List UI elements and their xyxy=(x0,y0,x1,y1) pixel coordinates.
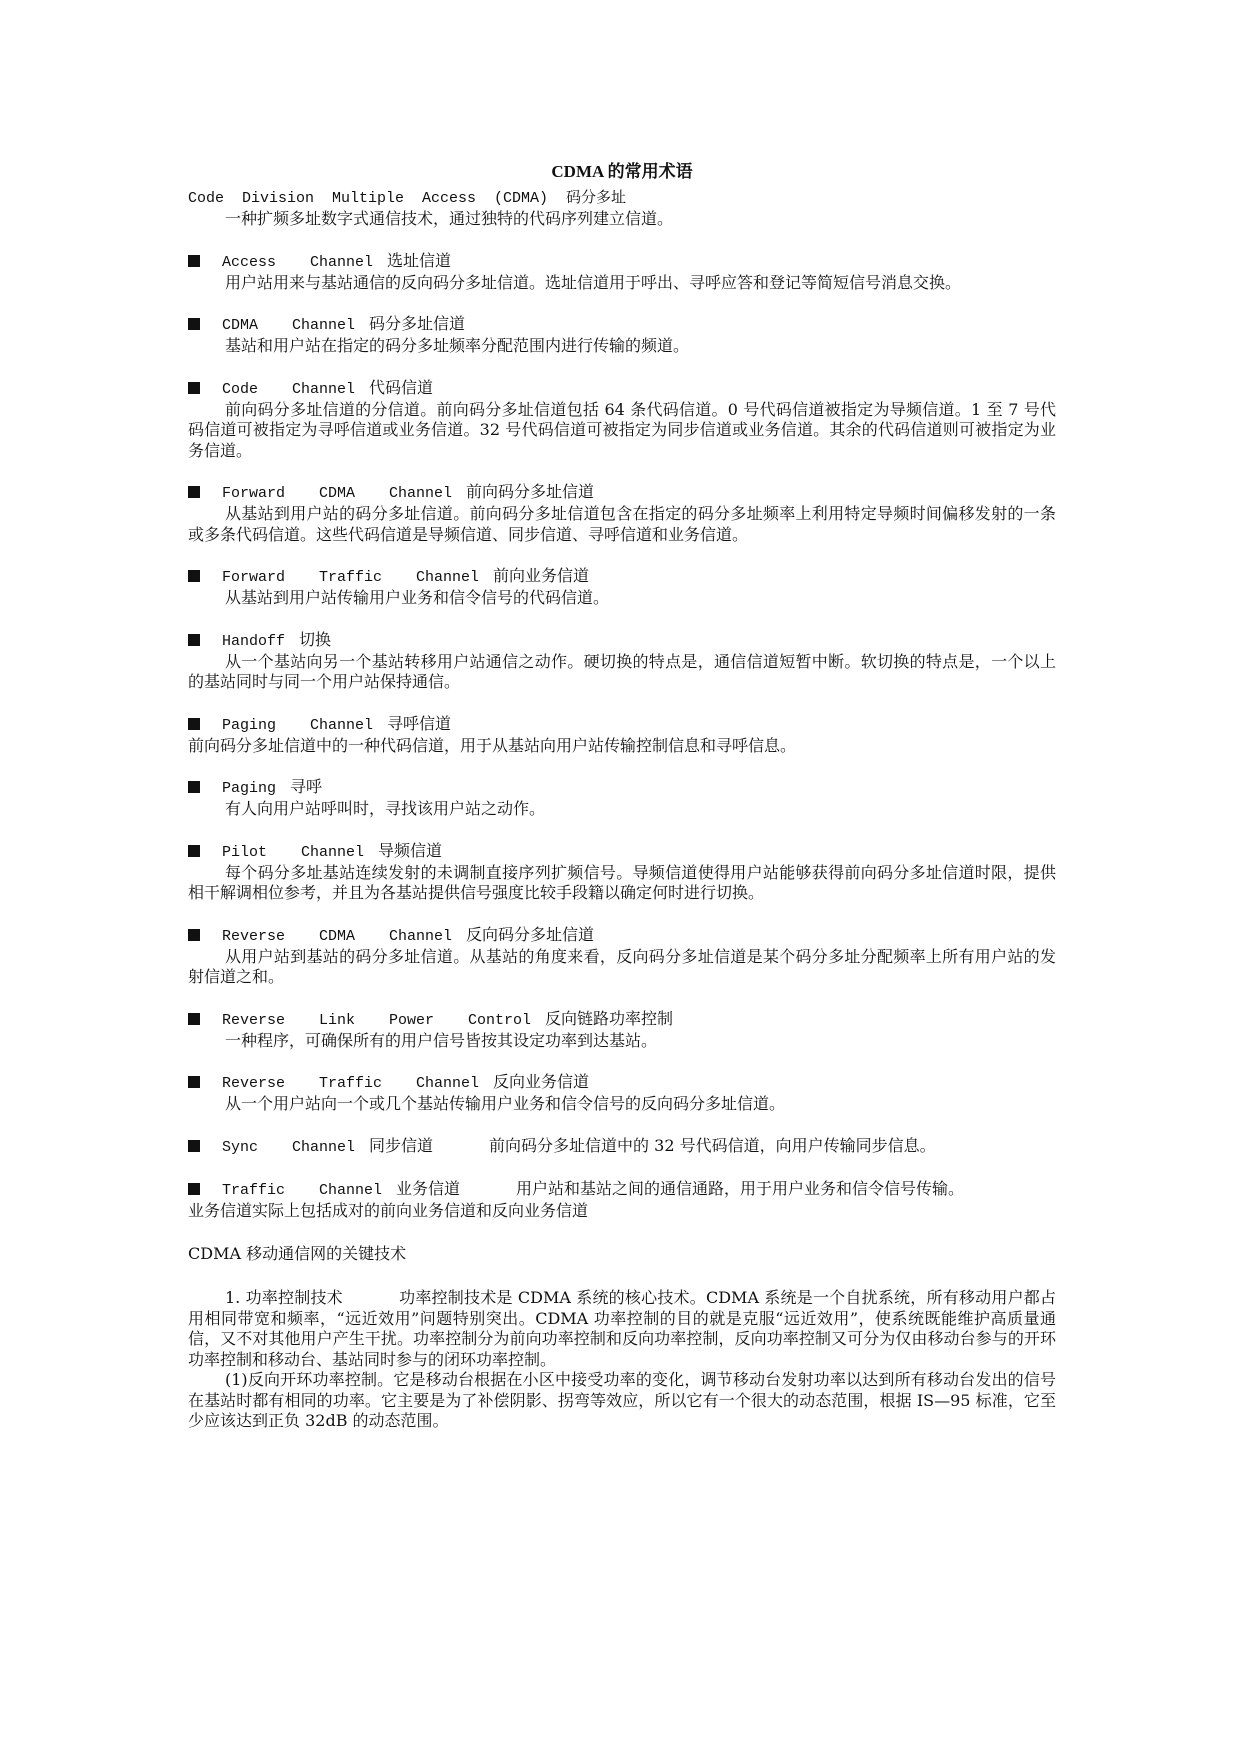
entry-term-english: CDMA Channel xyxy=(222,317,356,334)
entry-term-english: Paging xyxy=(222,780,277,797)
entry-definition: 有人向用户站呼叫时，寻找该用户站之动作。 xyxy=(225,799,546,818)
section-heading: CDMA 移动通信网的关键技术 xyxy=(188,1244,407,1263)
square-bullet-icon xyxy=(188,1183,200,1195)
glossary-entry xyxy=(188,840,1056,904)
glossary-entry xyxy=(188,250,1056,294)
entry-term-line xyxy=(188,924,1056,947)
entry-term-line xyxy=(188,1071,1056,1094)
square-bullet-icon xyxy=(188,318,200,330)
glossary-entries xyxy=(188,250,1056,1115)
glossary-entry xyxy=(188,1071,1056,1115)
square-bullet-icon xyxy=(188,486,200,498)
entry-term-line xyxy=(188,481,1056,504)
entry-term-chinese: 反向业务信道 xyxy=(493,1072,590,1091)
entry-definition: 一种程序，可确保所有的用户信号皆按其设定功率到达基站。 xyxy=(225,1030,658,1050)
document-page xyxy=(188,160,1056,1432)
glossary-entry-inline xyxy=(188,1135,1056,1158)
entry-term-chinese: 反向链路功率控制 xyxy=(545,1008,674,1028)
entry-term-english: Traffic Channel xyxy=(222,1181,383,1199)
entry-definition: 从用户站到基站的码分多址信道。从基站的角度来看，反向码分多址信道是某个码分多址分配频率上所有用户站的发射信道之和。 xyxy=(188,946,1056,986)
reverse-open-loop-paragraph: (1)反向开环功率控制。它是移动台根据在小区中接受功率的变化，调节移动台发射功率以达到所有移动台发出的信号在基站时都有相同的功率。它主要是为了补偿阴影、拐弯等效应，所以它有一个很大的动态范围，根据 IS—95 标准，它至少应该达到正负 32dB 的动态范围。 xyxy=(188,1370,1056,1430)
square-bullet-icon xyxy=(188,570,200,582)
entry-term-chinese: 寻呼信道 xyxy=(387,713,452,733)
power-control-text: 功率控制技术是 CDMA 系统的核心技术。CDMA 系统是一个自扰系统，所有移动用户都占用相同带宽和频率，“远近效用”问题特别突出。CDMA 功率控制的目的就是克服“远近效用”，使系统既能维护高质量通信，又不对其他用户产生干扰。功率控制分为前向功率控制和反向功率控制，反向功率控制又可分为仅由移动台参与的开环功率控制和移动台、基站同时参与的闭环功率控制。 xyxy=(188,1288,1057,1369)
square-bullet-icon xyxy=(188,1076,200,1088)
entry-term-line xyxy=(188,1178,1056,1201)
entry-term-english: Paging Channel xyxy=(222,716,374,734)
entry-definition: 从基站到用户站传输用户业务和信令信号的代码信道。 xyxy=(225,588,610,607)
glossary-entry xyxy=(188,1008,1056,1052)
entry-term-line xyxy=(188,250,1056,273)
entry-definition: 从一个基站向另一个基站转移用户站通信之动作。硬切换的特点是，通信信道短暂中断。软切换的特点是，一个以上的基站同时与同一个用户站保持通信。 xyxy=(188,651,1056,691)
entry-term-chinese: 前向业务信道 xyxy=(493,566,590,585)
entry-term-chinese: 前向码分多址信道 xyxy=(466,482,595,501)
entry-term-english: Forward Traffic Channel xyxy=(222,569,480,586)
entry-term-english: Code Channel xyxy=(222,380,356,398)
entry-definition: 每个码分多址基站连续发射的未调制直接序列扩频信号。导频信道使得用户站能够获得前向码分多址信道时限，提供相干解调相位参考，并且为各基站提供信号强度比较手段籍以确定何时进行切换。 xyxy=(188,862,1056,902)
entry-term-chinese: 业务信道 xyxy=(396,1178,461,1198)
entry-term-line xyxy=(188,313,1056,336)
square-bullet-icon xyxy=(188,929,200,941)
entry-definition: 前向码分多址信道的分信道。前向码分多址信道包括 64 条代码信道。0 号代码信道被指定为导频信道。1 至 7 号代码信道可被指定为寻呼信道或业务信道。32 号代码信道可被指定为同步信道或业务信道。其余的代码信道则可被指定为业务信道。 xyxy=(188,399,1056,460)
entry-term-english: Reverse Traffic Channel xyxy=(222,1075,480,1092)
power-control-label: 1. 功率控制技术 xyxy=(225,1288,343,1307)
entry-definition: 用户站用来与基站通信的反向码分多址信道。选址信道用于呼出、寻呼应答和登记等简短信号消息交换。 xyxy=(225,272,962,292)
entry-term-chinese: 选址信道 xyxy=(387,250,452,270)
entry-definition: 前向码分多址信道中的一种代码信道，用于从基站向用户站传输控制信息和寻呼信息。 xyxy=(188,735,797,755)
entry-definition: 基站和用户站在指定的码分多址频率分配范围内进行传输的频道。 xyxy=(225,336,690,355)
entry-term-chinese: 切换 xyxy=(299,629,332,649)
entry-term-chinese: 码分多址信道 xyxy=(369,314,466,333)
entry-definition-continued: 业务信道实际上包括成对的前向业务信道和反向业务信道 xyxy=(188,1200,589,1220)
square-bullet-icon xyxy=(188,634,200,646)
entry-term-chinese: 反向码分多址信道 xyxy=(466,924,595,944)
entry-term-line xyxy=(188,840,1056,863)
entry-term-line xyxy=(188,377,1056,400)
entry-term-line xyxy=(188,1135,1056,1158)
square-bullet-icon xyxy=(188,382,200,394)
glossary-entry xyxy=(188,313,1056,357)
glossary-entry xyxy=(188,481,1056,545)
entry-definition: 从基站到用户站的码分多址信道。前向码分多址信道包含在指定的码分多址频率上利用特定导频时间偏移发射的一条或多条代码信道。这些代码信道是导频信道、同步信道、寻呼信道和业务信道。 xyxy=(188,504,1056,544)
entry-term-english: Sync Channel xyxy=(222,1138,356,1156)
square-bullet-icon xyxy=(188,718,200,730)
entry-term-english: Reverse CDMA Channel xyxy=(222,927,453,945)
entry-term-chinese: 同步信道 xyxy=(369,1135,434,1155)
glossary-entry xyxy=(188,565,1056,609)
square-bullet-icon xyxy=(188,781,200,793)
intro-definition: 一种扩频多址数字式通信技术，通过独特的代码序列建立信道。 xyxy=(225,209,674,228)
entry-definition: 前向码分多址信道中的 32 号代码信道，向用户传输同步信息。 xyxy=(489,1135,936,1155)
entry-definition: 用户站和基站之间的通信通路，用于用户业务和信令信号传输。 xyxy=(516,1178,965,1198)
glossary-entry-inline xyxy=(188,1178,1056,1222)
entry-term-english: Handoff xyxy=(222,632,286,650)
glossary-inline-entries xyxy=(188,1135,1056,1222)
entry-term-english: Forward CDMA Channel xyxy=(222,485,453,502)
entry-term-line xyxy=(188,565,1056,588)
entry-definition: 从一个用户站向一个或几个基站传输用户业务和信令信号的反向码分多址信道。 xyxy=(225,1094,786,1113)
glossary-entry xyxy=(188,629,1056,693)
square-bullet-icon xyxy=(188,1140,200,1152)
entry-term-chinese: 代码信道 xyxy=(369,377,434,397)
glossary-entry xyxy=(188,776,1056,820)
square-bullet-icon xyxy=(188,845,200,857)
power-control-paragraph xyxy=(188,1288,1056,1370)
entry-term-chinese: 导频信道 xyxy=(378,840,443,860)
entry-term-english: Reverse Link Power Control xyxy=(222,1011,532,1029)
intro-term: Code Division Multiple Access (CDMA) 码分多址 xyxy=(188,190,627,207)
document-title: CDMA 的常用术语 xyxy=(551,162,693,181)
entry-term-line xyxy=(188,776,1056,799)
glossary-entry xyxy=(188,924,1056,988)
entry-term-line xyxy=(188,1008,1056,1031)
square-bullet-icon xyxy=(188,255,200,267)
glossary-entry xyxy=(188,713,1056,757)
entry-term-line xyxy=(188,713,1056,736)
key-tech-section xyxy=(188,1288,1056,1432)
entry-term-line xyxy=(188,629,1056,652)
glossary-entry xyxy=(188,377,1056,462)
entry-term-chinese: 寻呼 xyxy=(290,777,323,796)
entry-term-english: Access Channel xyxy=(222,253,374,271)
square-bullet-icon xyxy=(188,1013,200,1025)
entry-term-english: Pilot Channel xyxy=(222,843,365,861)
